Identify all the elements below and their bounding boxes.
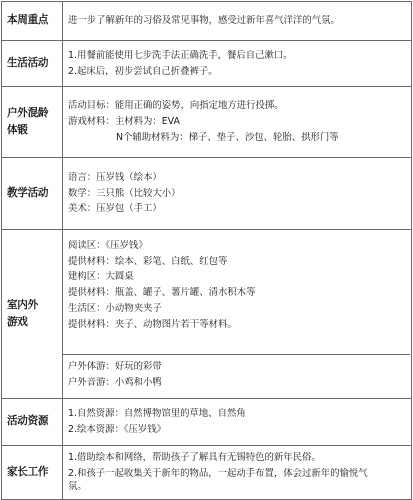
- label-indoor-outdoor-games: 室内外 游戏: [2, 230, 63, 399]
- outdoor-goal: 活动目标：能用正确的姿势，向指定地方进行投掷。: [68, 100, 284, 112]
- content-weekly-focus: [63, 2, 412, 41]
- row-weekly-focus: [2, 2, 412, 41]
- teaching-math: 数学：三只熊（比较大小）: [68, 187, 181, 199]
- life-line-1: 1.用餐前能使用七步洗手法正确洗手，餐后自己漱口。: [68, 49, 293, 61]
- life-area: 生活区：小动物夹夹子: [68, 302, 162, 314]
- building-materials: 提供材料：瓶盖、罐子、薯片罐、清水积木等: [68, 287, 256, 298]
- row-activity-resources: [2, 399, 412, 446]
- label-activity-resources: 活动资源: [2, 399, 63, 446]
- label-teaching-activities: 教学活动: [2, 158, 63, 230]
- row-indoor-outdoor-games: [2, 230, 412, 399]
- indoor-games-block: [62, 237, 410, 355]
- outdoor-main-material: 游戏材料：主材料为：EVA: [68, 116, 180, 128]
- resource-nature: 1.自然资源：自然博物馆里的草地、自然角: [68, 408, 246, 420]
- content-teaching-activities: [63, 158, 412, 230]
- teaching-language: 语言：压岁钱（绘本）: [68, 171, 162, 183]
- weekly-plan-table: [1, 1, 412, 500]
- parent-line-3: 氛。: [68, 481, 87, 493]
- life-line-2: 2.起床后，初步尝试自己折叠裤子。: [68, 65, 218, 77]
- building-area: 建构区：大圆桌: [68, 271, 134, 283]
- row-parent-work: [2, 446, 412, 500]
- outdoor-aux-material: N个辅助材料为：梯子、垫子、沙包、轮胎、拱形门等: [116, 131, 339, 143]
- label-life-activities: 生活活动: [2, 41, 63, 87]
- row-outdoor-exercise: [2, 87, 412, 158]
- content-parent-work: [63, 446, 412, 500]
- outdoor-music-game: 户外音游：小鸡和小鸭: [68, 376, 162, 388]
- life-area-materials: 提供材料：夹子、动物图片若干等材料。: [68, 318, 237, 330]
- focus-line-1: 进一步了解新年的习俗及常见事物，感受过新年喜气洋洋的气氛。: [68, 15, 340, 27]
- label-parent-work: 家长工作: [2, 446, 63, 500]
- row-life-activities: [2, 41, 412, 87]
- content-life-activities: [63, 41, 412, 87]
- teaching-art: 美术：压岁包（手工）: [68, 203, 162, 215]
- label-outdoor-exercise: 户外混龄 体锻: [2, 87, 63, 158]
- parent-line-1: 1.借助绘本和网络，帮助孩子了解具有无锡特色的新年民俗。: [68, 451, 321, 463]
- outdoor-games-block: [62, 355, 410, 392]
- content-activity-resources: [63, 399, 412, 446]
- content-outdoor-exercise: [63, 87, 412, 158]
- label-weekly-focus: 本周重点: [2, 2, 63, 41]
- resource-picture-book: 2.绘本资源：《压岁钱》: [68, 424, 167, 435]
- row-teaching-activities: [2, 158, 412, 230]
- reading-materials: 提供材料：绘本、彩笔、白纸、红包等: [68, 255, 228, 267]
- content-indoor-outdoor-games: [63, 230, 412, 399]
- outdoor-sports-game: 户外体游：好玩的彩带: [68, 360, 162, 372]
- parent-line-2: 2.和孩子一起收集关于新年的物品，一起动手布置，体会过新年的愉悦气: [68, 467, 368, 479]
- reading-area: 阅读区：《压岁钱》: [68, 239, 148, 251]
